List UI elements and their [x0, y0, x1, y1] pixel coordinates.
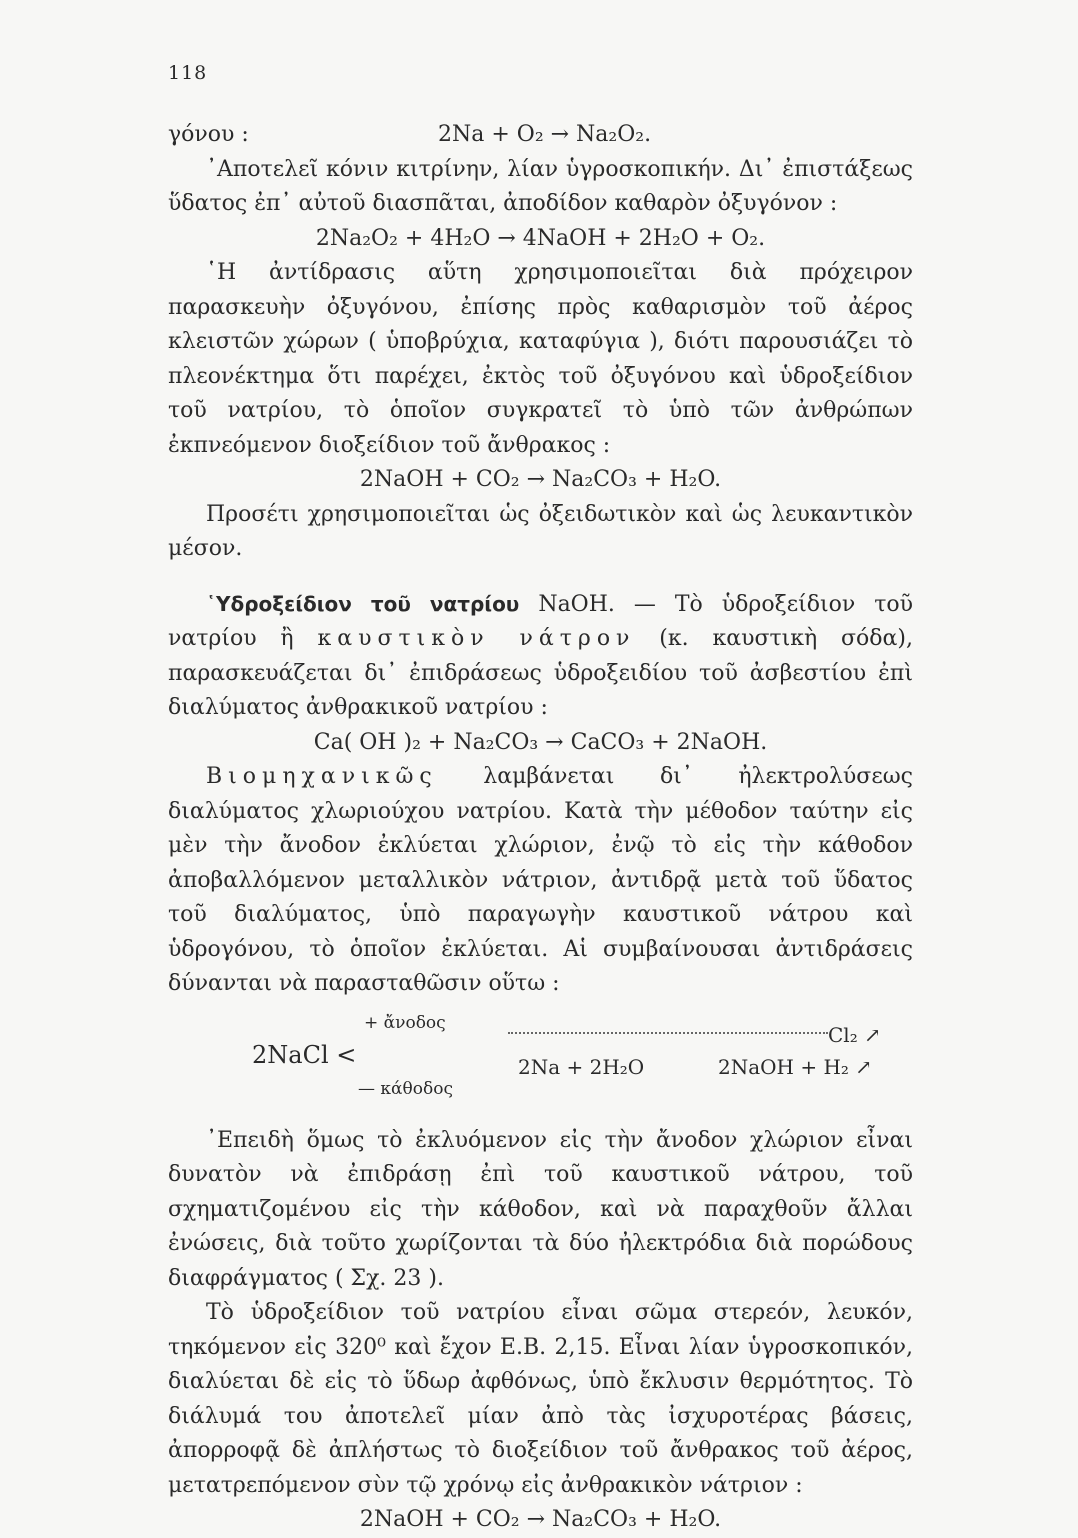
equation-lead-text: γόνου :	[168, 122, 249, 147]
page-number: 118	[168, 62, 208, 84]
page-body	[168, 118, 913, 1538]
paragraph-4-text: λαμβάνεται δι᾿ ἠλεκτρολύσεως διαλύματος χλωριούχου νατρίου. Κατὰ τὴν μέθοδον ταύτην εἰς μὲν τὴν ἄνοδον ἐκλύεται χλώριον, ἐνῷ τὸ εἰς τὴν κάθοδον ἀποβαλλόμενον μεταλλικὸν νάτριον, ἀντιδρᾷ μετὰ τοῦ ὕδατος τοῦ διαλύματος, ὑπὸ παραγωγὴν καυστικοῦ νάτρου καὶ ὑδρογόνου, τὸ ὁποῖον ἐκλύεται. Αἱ συμβαίνουσαι ἀντιδράσεις δύνανται νὰ παρασταθῶσιν οὕτω :	[168, 764, 913, 996]
section-spaced-term: καυστικὸν νάτρον	[317, 626, 636, 651]
equation-2: 2Na₂O₂ + 4H₂O → 4NaOH + 2H₂O + O₂.	[315, 225, 766, 251]
equation-3: 2NaOH + CO₂ → Na₂CO₃ + H₂O.	[359, 467, 722, 492]
scheme-anode-label: + ἄνοδος	[364, 1012, 446, 1033]
paragraph-4-spaced-term: Βιομηχανικῶς	[206, 764, 438, 789]
section-text-a: — Τὸ ὑδροξείδιον τοῦ νατρίου ἢ	[168, 591, 913, 651]
paragraph-2: ῾Η ἀντίδρασις αὕτη χρησιμοποιεῖται διὰ πρόχειρον παρασκευὴν ὀξυγόνου, ἐπίσης πρὸς καθαρισμὸν τοῦ ἀέρος κλειστῶν χώρων ( ὑποβρύχια, καταφύγια ), διότι παρουσιάζει τὸ πλεονέκτημα ὅτι παρέχει, ἐκτὸς τοῦ ὀξυγόνου καὶ ὑδροξείδιον τοῦ νατρίου, τὸ ὁποῖον συγκρατεῖ τὸ ὑπὸ τῶν ἀνθρώπων ἐκπνεόμενον διοξείδιον τοῦ ἄνθρακος :	[168, 260, 913, 458]
equation-4: Ca( OH )₂ + Na₂CO₃ → CaCO₃ + 2NaOH.	[313, 729, 768, 755]
paragraph-3: Προσέτι χρησιμοποιεῖται ὡς ὀξειδωτικὸν καὶ ὡς λευκαντικὸν μέσον.	[168, 501, 913, 561]
paragraph-5: ᾿Επειδὴ ὅμως τὸ ἐκλυόμενον εἰς τὴν ἄνοδον χλώριον εἶναι δυνατὸν νὰ ἐπιδράσῃ ἐπὶ τοῦ καυστικοῦ νάτρου, τοῦ σχηματιζομένου εἰς τὴν κάθοδον, καὶ νὰ παραχθοῦν ἄλλαι ἐνώσεις, διὰ τοῦτο χωρίζονται τὰ δύο ἠλεκτρόδια διὰ πορώδους διαφράγματος ( Σχ. 23 ).	[168, 1127, 913, 1291]
paragraph-1: ᾿Αποτελεῖ κόνιν κιτρίνην, λίαν ὑγροσκοπικήν. Δι᾿ ἐπιστάξεως ὕδατος ἐπ᾿ αὐτοῦ διασπᾶται, ἀποδίδον καθαρὸν ὀξυγόνον :	[168, 156, 913, 216]
equation-5: 2NaOH + CO₂ → Na₂CO₃ + H₂O.	[359, 1507, 722, 1532]
scheme-dotted-line	[508, 1032, 828, 1034]
section-text-b: (κ. καυστικὴ σόδα), παρασκευάζεται δι᾿ ἐπιδράσεως ὑδροξειδίου τοῦ ἀσβεστίου ἐπὶ διαλύματος ἀνθρακικοῦ νατρίου :	[168, 626, 913, 720]
electrolysis-scheme	[168, 1006, 913, 1116]
section-paragraph	[168, 587, 913, 726]
equation-line-1	[168, 118, 913, 153]
equation-formula: 2Na + O₂ → Na₂O₂.	[438, 122, 652, 147]
scheme-sodium-water: 2Na + 2H₂O	[518, 1054, 645, 1079]
paragraph-6: Τὸ ὑδροξείδιον τοῦ νατρίου εἶναι σῶμα στερεόν, λευκόν, τηκόμενον εἰς 320⁰ καὶ ἔχον Ε.Β. 2,15. Εἶναι λίαν ὑγροσκοπικόν, διαλύεται δὲ εἰς τὸ ὕδωρ ἀφθόνως, ὑπὸ ἔκλυσιν θερμότητος. Τὸ διάλυμά του ἀποτελεῖ μίαν ἀπὸ τὰς ἰσχυροτέρας βάσεις, ἀπορροφᾷ δὲ ἀπλήστως τὸ διοξείδιον τοῦ ἄνθρακος τοῦ ἀέρος, μετατρεπόμενον σὺν τῷ χρόνῳ εἰς ἀνθρακικὸν νάτριον :	[168, 1300, 913, 1498]
section-heading: ῾Υδροξείδιον τοῦ νατρίου	[206, 591, 520, 616]
paragraph-4	[168, 760, 913, 1002]
scheme-reactant: 2NaCl <	[252, 1040, 357, 1069]
scheme-products: 2NaOH + H₂ ↗	[718, 1054, 873, 1079]
section-formula: NaOH.	[538, 591, 615, 617]
scheme-chlorine: Cl₂ ↗	[828, 1022, 881, 1047]
scheme-cathode-label: — κάθοδος	[358, 1078, 453, 1099]
